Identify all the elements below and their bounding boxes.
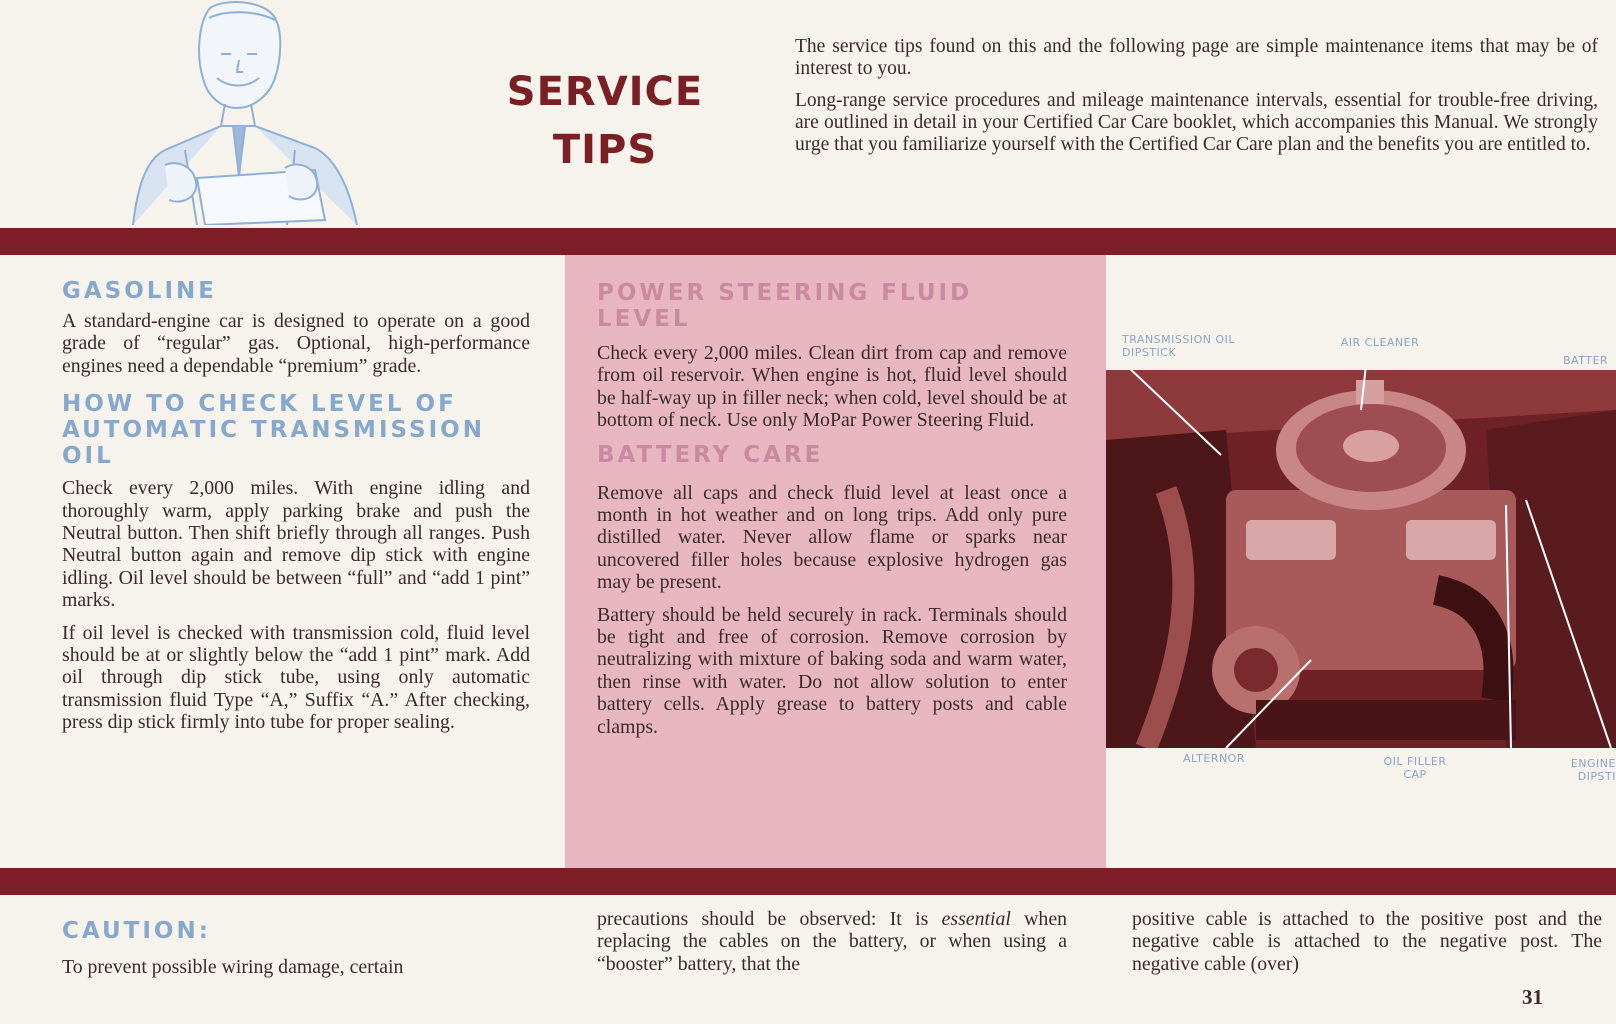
caution-col-2-emphasis: essential [941, 908, 1011, 930]
gasoline-body: A standard-engine car is designed to operate on a good grade of “regular” gas. Optional, high-performance engines need a dependable “premium” grade. [62, 310, 530, 377]
power-steering-body: Check every 2,000 miles. Clean dirt from cap and remove from oil reservoir. When engine is hot, fluid level should be half-way up in filler neck; when cold, level should be at bottom of neck. Use only MoPar Power Steering Fluid. [597, 342, 1067, 432]
callout-oil-filler-cap: OIL FILLER CAP [1383, 755, 1447, 781]
battery-paragraph-2: Battery should be held securely in rack. Terminals should be tight and free of corrosion. Remove corrosion by neutralizing with mixture of baking soda and warm water, then rinse with water. Do not allow solution to enter battery cells. Apply grease to battery posts and cable clamps. [597, 603, 1067, 738]
intro-paragraph-1: The service tips found on this and the following page are simple maintenance items that may be of interest to you. [795, 36, 1598, 79]
callout-alternator: ALTERNOR [1183, 752, 1245, 765]
caution-heading: CAUTION: [62, 918, 211, 944]
callout-air-cleaner: AIR CLEANER [1340, 336, 1420, 349]
middle-column [597, 280, 1067, 748]
title-line-1: SERVICE [506, 69, 704, 115]
caution-col-2-post: when replacing the cables on the battery, or when using a “booster” battery, that the [597, 908, 1067, 975]
gasoline-heading: GASOLINE [62, 278, 217, 304]
title-line-2: TIPS [552, 127, 658, 173]
battery-care-heading: BATTERY CARE [597, 441, 824, 468]
transmission-paragraph-1: Check every 2,000 miles. With engine idling and thoroughly warm, apply parking brake and push the Neutral button. Then shift briefly through all ranges. Push Neutral button again and remove dip stick with engine idling. Oil level should be between “full” and “add 1 pint” marks. [62, 477, 530, 612]
callout-transmission-dipstick: TRANSMISSION OIL DIPSTICK [1122, 333, 1236, 359]
caution-col-2 [597, 908, 1067, 975]
page-number: 31 [1522, 985, 1543, 1009]
caution-col-1: To prevent possible wiring damage, certain [62, 956, 404, 978]
engine-photo [1106, 370, 1616, 748]
top-divider-band [0, 228, 1616, 255]
transmission-heading: HOW TO CHECK LEVEL OF AUTOMATIC TRANSMISSION OIL [62, 391, 485, 470]
page-title [505, 69, 705, 173]
callout-battery: BATTER [1563, 354, 1609, 367]
left-column [62, 278, 530, 744]
intro-text [795, 36, 1598, 166]
intro-paragraph-2: Long-range service procedures and mileage maintenance intervals, essential for trouble-free driving, are outlined in detail in your Certified Car Care booklet, which accompanies this Manual. We strongly urge that you familiarize yourself with the Certified Car Care plan and the benefits you are entitled to. [795, 90, 1598, 155]
power-steering-heading: POWER STEERING FLUID LEVEL [597, 280, 973, 332]
bottom-divider-band [0, 868, 1616, 895]
caution-col-3: positive cable is attached to the positive post and the negative cable is attached to the negative post. The negative cable (over) [1132, 908, 1602, 975]
caution-col-2-pre: precautions should be observed: It is [597, 908, 942, 930]
battery-paragraph-1: Remove all caps and check fluid level at least once a month in hot weather and on long trips. Add only pure distilled water. Never allow flame or sparks near uncovered filler holes because explosive hydrogen gas may be present. [597, 481, 1067, 594]
transmission-paragraph-2: If oil level is checked with transmission cold, fluid level should be at or slightly below the “add 1 pint” mark. Add oil through dip stick tube, using only automatic transmission fluid Type “A,” Suffix “A.” After checking, press dip stick firmly into tube for proper sealing. [62, 621, 530, 734]
mechanic-illustration [125, 0, 365, 225]
callout-engine-dipstick: ENGINE DIPSTI [1570, 757, 1616, 783]
